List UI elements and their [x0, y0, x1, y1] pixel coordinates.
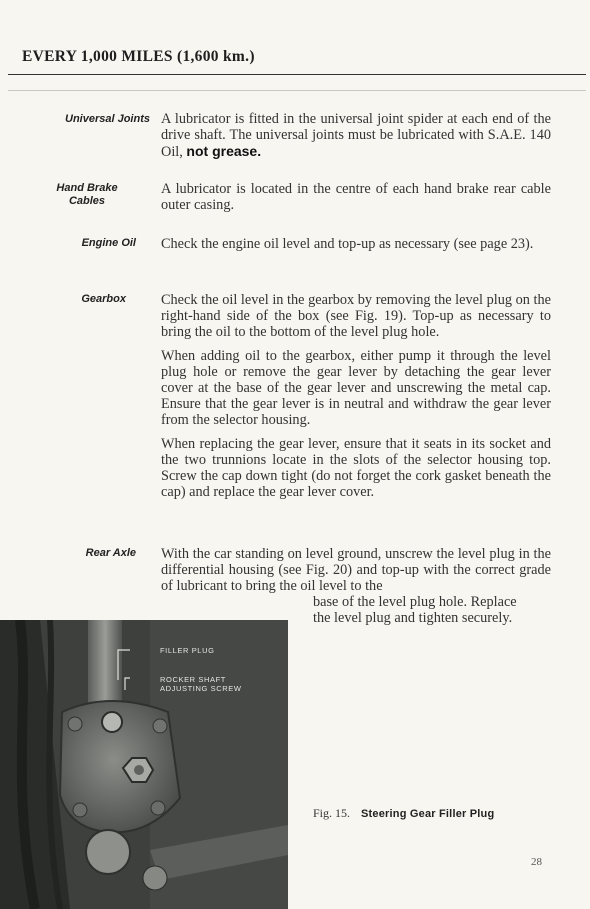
text-hand-brake: A lubricator is located in the centre of each hand brake rear cable outer casing. — [161, 181, 551, 213]
figure-caption — [313, 806, 494, 821]
page-number: 28 — [531, 856, 542, 868]
text-rear-axle-tail-2: the level plug and tighten securely. — [313, 610, 513, 626]
label-gearbox: Gearbox — [81, 293, 126, 305]
header-rule-thin — [8, 90, 586, 91]
caption-title: Steering Gear Filler Plug — [361, 808, 495, 820]
text-rear-axle: With the car standing on level ground, unscrew the level plug in the differential housing (see Fig. 20) and top-up with the correct grade of lubricant to bring the oil level to the — [161, 546, 551, 594]
label-hand-brake-cables — [28, 182, 146, 207]
label-universal-joints: Universal Joints — [65, 113, 150, 125]
caption-figure-number: Fig. 15. — [313, 806, 351, 820]
callout-rocker-line2: ADJUSTING SCREW — [160, 684, 242, 693]
label-hand-brake-line2: Cables — [68, 194, 106, 207]
callout-filler-plug: FILLER PLUG — [160, 646, 215, 655]
universal-joints-text: A lubricator is fitted in the universal joint spider at each end of the drive shaft. The universal joints must be lubricated with S.A.E. 140 Oil, — [161, 111, 551, 160]
universal-joints-emphasis: not grease. — [186, 143, 262, 159]
gearbox-paragraph-1: Check the oil level in the gearbox by removing the level plug on the right-hand side of the box (see Fig. 19). Top-up as necessary to bring the oil to the bottom of the level plug hole. — [161, 292, 551, 340]
label-hand-brake-line1: Hand Brake — [56, 182, 118, 194]
page-header: EVERY 1,000 MILES (1,600 km.) — [22, 48, 255, 65]
text-gearbox — [161, 292, 551, 508]
gearbox-paragraph-2: When adding oil to the gearbox, either pump it through the level plug hole or remove the gear lever by detaching the gear lever cover at the base of the gear lever and unscrewing the metal cap. Ensure that the gear lever is in neutral and withdraw the gear lever from the selector housing. — [161, 348, 551, 428]
steering-gear-photo — [0, 620, 288, 909]
label-rear-axle: Rear Axle — [85, 547, 136, 559]
text-rear-axle-tail-1: base of the level plug hole. Replace — [313, 594, 517, 610]
text-engine-oil: Check the engine oil level and top-up as necessary (see page 23). — [161, 236, 534, 252]
text-universal-joints — [161, 111, 551, 160]
header-rule — [8, 74, 586, 75]
callout-rocker-line1: ROCKER SHAFT — [160, 675, 226, 684]
steering-gear-illustration — [0, 620, 288, 909]
gearbox-paragraph-3: When replacing the gear lever, ensure that it seats in its socket and the two trunnions locate in the slots of the selector housing top. Screw the cap down tight (do not forget the cork gasket beneath the cap) and replace the gear lever cover. — [161, 436, 551, 500]
label-engine-oil: Engine Oil — [81, 237, 136, 249]
callout-rocker-shaft — [160, 675, 242, 693]
